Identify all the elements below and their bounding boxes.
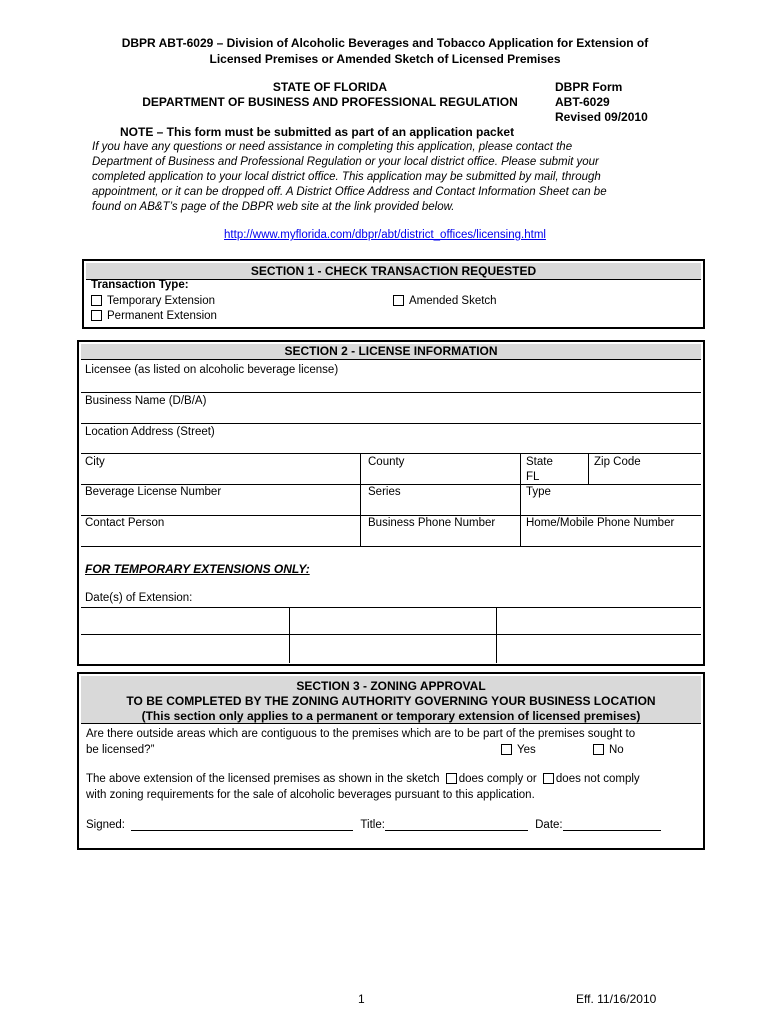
beverage-license-field[interactable]	[81, 485, 360, 515]
intro-line: completed application to your local district office. This application may be submitted by mail, through	[92, 171, 601, 183]
compliance-statement	[86, 773, 640, 785]
temporary-extension-option[interactable]	[91, 295, 215, 307]
intro-paragraph	[92, 140, 692, 215]
contact-person-field[interactable]	[81, 516, 360, 546]
temporary-extension-label: Temporary Extension	[107, 295, 216, 307]
series-field[interactable]	[362, 485, 519, 515]
intro-line: Department of Business and Professional Regulation or your local district office. Please submit your	[92, 156, 599, 168]
effective-date: Eff. 11/16/2010	[576, 992, 657, 1006]
licensee-field-label: Licensee (as listed on alcoholic beverage license)	[85, 364, 339, 376]
section-1-box	[82, 259, 705, 329]
extension-date-cell[interactable]	[290, 635, 495, 662]
form-label: DBPR Form	[555, 80, 623, 94]
permanent-extension-checkbox[interactable]	[91, 310, 102, 321]
state-name: STATE OF FLORIDA	[272, 80, 388, 94]
compliance-text: The above extension of the licensed premises as shown in the sketch	[86, 773, 440, 785]
yes-label: Yes	[517, 744, 536, 756]
does-comply-label: does comply or	[458, 773, 537, 785]
extension-date-cell[interactable]	[497, 635, 701, 662]
contact-person-field-label: Contact Person	[85, 517, 165, 529]
signed-input[interactable]	[131, 818, 353, 831]
section-2-title: SECTION 2 - LICENSE INFORMATION	[81, 344, 701, 360]
title-label: Title:	[360, 819, 385, 831]
type-field-label: Type	[526, 486, 551, 498]
no-checkbox[interactable]	[593, 744, 604, 755]
extension-date-cell[interactable]	[81, 635, 288, 662]
zip-code-field-label: Zip Code	[594, 456, 641, 468]
state-field-label: State	[526, 456, 553, 468]
county-field-label: County	[368, 456, 405, 468]
form-id-block	[555, 80, 648, 125]
no-option[interactable]	[593, 744, 624, 756]
title-input[interactable]	[385, 818, 528, 831]
signature-row	[86, 818, 661, 831]
intro-line: found on AB&T’s page of the DBPR web site at the link provided below.	[92, 201, 455, 213]
permanent-extension-label: Permanent Extension	[107, 310, 217, 322]
location-address-field[interactable]	[81, 424, 701, 453]
amended-sketch-checkbox[interactable]	[393, 295, 404, 306]
intro-line: If you have any questions or need assistance in completing this application, please contact the	[92, 141, 573, 153]
home-phone-field[interactable]	[521, 516, 701, 546]
section-3-title: SECTION 3 - ZONING APPROVAL	[296, 679, 486, 693]
city-field-label: City	[85, 456, 105, 468]
transaction-type-label: Transaction Type:	[91, 279, 189, 291]
extension-date-cell[interactable]	[81, 608, 288, 634]
amended-sketch-option[interactable]	[393, 295, 497, 307]
amended-sketch-label: Amended Sketch	[409, 295, 497, 307]
outside-areas-question-line-1: Are there outside areas which are contiguous to the premises which are to be part of the premises sought to	[86, 728, 636, 740]
extension-date-cell[interactable]	[290, 608, 495, 634]
home-phone-field-label: Home/Mobile Phone Number	[526, 517, 675, 529]
does-not-comply-label: does not comply	[555, 773, 640, 785]
business-name-field[interactable]	[81, 393, 701, 423]
county-field[interactable]	[362, 454, 519, 484]
section-2-box	[77, 340, 705, 666]
compliance-line-2: with zoning requirements for the sale of alcoholic beverages pursuant to this application.	[86, 789, 535, 801]
form-number: ABT-6029	[555, 95, 610, 109]
zip-code-field[interactable]	[589, 454, 701, 484]
dates-of-extension-label: Date(s) of Extension:	[85, 592, 193, 604]
city-field[interactable]	[81, 454, 360, 484]
extension-date-cell[interactable]	[497, 608, 701, 634]
department-name: DEPARTMENT OF BUSINESS AND PROFESSIONAL REGULATION	[142, 95, 518, 109]
state-field-value: FL	[526, 471, 540, 483]
intro-line: appointment, or it can be dropped off. A District Office Address and Contact Information Sheet can be	[92, 186, 607, 198]
type-field[interactable]	[521, 485, 701, 515]
yes-checkbox[interactable]	[501, 744, 512, 755]
page-number: 1	[358, 992, 365, 1006]
temporary-extensions-only-heading: FOR TEMPORARY EXTENSIONS ONLY:	[85, 562, 310, 576]
does-comply-checkbox[interactable]	[446, 773, 457, 784]
no-label: No	[609, 744, 624, 756]
column-divider	[588, 453, 589, 484]
district-offices-link[interactable]: http://www.myflorida.com/dbpr/abt/district_offices/licensing.html	[224, 229, 546, 241]
permanent-extension-option[interactable]	[91, 310, 217, 322]
column-divider	[520, 453, 521, 546]
document-title	[60, 35, 710, 67]
section-3-subtitle: TO BE COMPLETED BY THE ZONING AUTHORITY GOVERNING YOUR BUSINESS LOCATION	[126, 694, 656, 708]
section-1-title: SECTION 1 - CHECK TRANSACTION REQUESTED	[86, 263, 701, 280]
does-not-comply-checkbox[interactable]	[543, 773, 554, 784]
licensee-field[interactable]	[81, 360, 701, 392]
title-line-1: DBPR ABT-6029 – Division of Alcoholic Beverages and Tobacco Application for Extension of	[121, 36, 649, 50]
temporary-extension-checkbox[interactable]	[91, 295, 102, 306]
date-input[interactable]	[563, 818, 661, 831]
yes-option[interactable]	[501, 744, 536, 756]
form-revised: Revised 09/2010	[555, 110, 648, 124]
section-3-header	[81, 676, 701, 724]
location-address-field-label: Location Address (Street)	[85, 426, 215, 438]
section-3-box	[77, 672, 705, 850]
business-name-field-label: Business Name (D/B/A)	[85, 395, 207, 407]
section-3-note: (This section only applies to a permanent or temporary extension of licensed premises)	[141, 709, 641, 723]
column-divider	[360, 453, 361, 546]
date-label: Date:	[535, 819, 563, 831]
beverage-license-field-label: Beverage License Number	[85, 486, 222, 498]
outside-areas-question-line-2: be licensed?”	[86, 744, 155, 756]
packet-note: NOTE – This form must be submitted as part of an application packet	[120, 125, 515, 139]
business-phone-field-label: Business Phone Number	[368, 517, 496, 529]
signed-label: Signed:	[86, 819, 126, 831]
title-line-2: Licensed Premises or Amended Sketch of Licensed Premises	[209, 52, 561, 66]
row-divider	[81, 546, 701, 547]
business-phone-field[interactable]	[362, 516, 519, 546]
series-field-label: Series	[368, 486, 401, 498]
state-department-block	[110, 80, 550, 110]
